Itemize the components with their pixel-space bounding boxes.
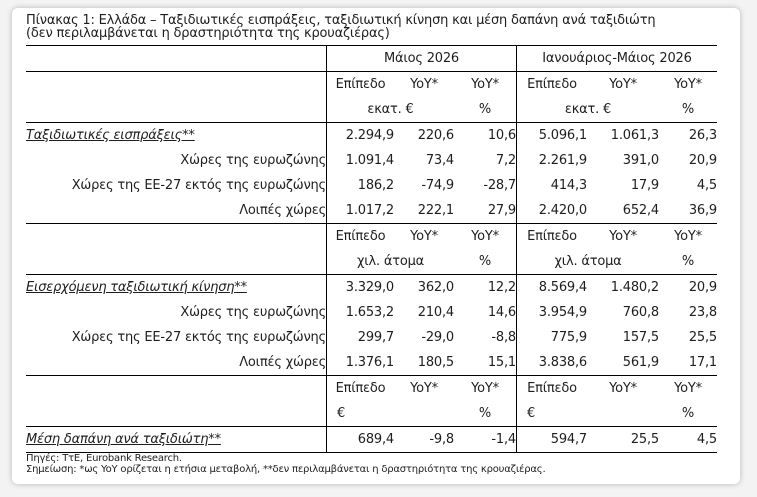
cell: 17,1 bbox=[659, 350, 717, 376]
cell: 652,4 bbox=[587, 198, 659, 224]
col-header: Επίπεδο bbox=[517, 72, 588, 98]
cell: -28,7 bbox=[483, 178, 516, 193]
cell: -29,0 bbox=[421, 330, 454, 345]
cell: 2.420,0 bbox=[517, 198, 588, 224]
cell: 73,4 bbox=[425, 153, 454, 168]
column-header-row bbox=[26, 224, 717, 250]
unit-row bbox=[26, 249, 717, 275]
cell: 760,8 bbox=[622, 305, 659, 320]
table-title bbox=[26, 14, 726, 40]
table-row bbox=[26, 300, 717, 325]
period-header-row bbox=[26, 46, 717, 72]
cell: 10,6 bbox=[487, 128, 516, 143]
cell: 17,9 bbox=[630, 178, 659, 193]
table-row bbox=[26, 198, 717, 224]
cell: 689,4 bbox=[327, 427, 395, 453]
cell: 12,2 bbox=[487, 280, 516, 295]
cell: 14,6 bbox=[487, 305, 516, 320]
unit-label: εκατ. € bbox=[517, 97, 660, 123]
cell: 391,0 bbox=[622, 153, 659, 168]
cell: 1.653,2 bbox=[327, 300, 395, 325]
cell: 25,5 bbox=[587, 427, 659, 453]
cell: 414,3 bbox=[517, 173, 588, 198]
col-header: YoY* bbox=[674, 229, 702, 244]
cell: 25,5 bbox=[688, 330, 717, 345]
cell: 15,1 bbox=[454, 350, 517, 376]
cell: -8,8 bbox=[491, 330, 516, 345]
cell: 23,8 bbox=[688, 305, 717, 320]
title-line-2: (δεν περιλαμβάνεται η δραστηριότητα της κρουαζιέρας) bbox=[26, 26, 390, 41]
col-header: Επίπεδο bbox=[327, 376, 395, 402]
col-header: Επίπεδο bbox=[327, 224, 395, 250]
cell: 180,5 bbox=[394, 350, 454, 376]
cell: 1.061,3 bbox=[610, 128, 659, 143]
col-header: Επίπεδο bbox=[327, 72, 395, 98]
unit-label: € bbox=[327, 401, 455, 427]
empty-cell bbox=[26, 224, 327, 250]
period-jan-may: Ιανουάριος-Μάιος 2026 bbox=[517, 46, 718, 72]
cell: 1.480,2 bbox=[610, 280, 659, 295]
row-label: Χώρες της ευρωζώνης bbox=[180, 305, 326, 320]
unit-label: % bbox=[659, 97, 717, 123]
row-label: Χώρες της ΕΕ-27 εκτός της ευρωζώνης bbox=[71, 178, 326, 193]
title-line-1: Πίνακας 1: Ελλάδα – Ταξιδιωτικές εισπράξεις, ταξιδιωτική κίνηση και μέση δαπάνη ανά ταξιδιώτη bbox=[26, 13, 656, 28]
cell: 3.954,9 bbox=[517, 300, 588, 325]
table-row bbox=[26, 427, 717, 453]
row-label: Χώρες της ευρωζώνης bbox=[180, 153, 326, 168]
cell: -74,9 bbox=[421, 178, 454, 193]
cell: 3.838,6 bbox=[517, 350, 588, 376]
unit-row bbox=[26, 401, 717, 427]
col-header: YoY* bbox=[609, 77, 637, 92]
cell: 220,6 bbox=[417, 128, 454, 143]
cell: -9,8 bbox=[394, 427, 454, 453]
cell: 594,7 bbox=[517, 427, 588, 453]
row-label: Χώρες της ΕΕ-27 εκτός της ευρωζώνης bbox=[71, 330, 326, 345]
unit-row bbox=[26, 97, 717, 123]
unit-label: % bbox=[659, 401, 717, 427]
cell: 1.376,1 bbox=[327, 350, 395, 376]
table-row bbox=[26, 350, 717, 376]
empty-cell bbox=[26, 376, 327, 402]
period-may: Μάιος 2026 bbox=[327, 46, 517, 72]
col-header: YoY* bbox=[471, 77, 499, 92]
empty-cell bbox=[26, 97, 327, 123]
unit-label: % bbox=[454, 97, 517, 123]
unit-label: χιλ. άτομα bbox=[327, 249, 455, 275]
cell: 299,7 bbox=[327, 325, 395, 350]
cell: 4,5 bbox=[696, 178, 717, 193]
row-label: Λοιπές χώρες bbox=[26, 350, 327, 376]
source-note: Πηγές: ΤτΕ, Eurobank Research. bbox=[26, 453, 182, 464]
cell: 2.261,9 bbox=[517, 148, 588, 173]
cell: 222,1 bbox=[394, 198, 454, 224]
col-header: YoY* bbox=[674, 77, 702, 92]
cell: 26,3 bbox=[688, 128, 717, 143]
col-header: YoY* bbox=[410, 229, 438, 244]
cell: 210,4 bbox=[417, 305, 454, 320]
empty-cell bbox=[26, 72, 327, 98]
cell: 5.096,1 bbox=[517, 123, 588, 149]
column-header-row bbox=[26, 376, 717, 402]
cell: 7,2 bbox=[495, 153, 516, 168]
unit-label: % bbox=[454, 401, 517, 427]
col-header: Επίπεδο bbox=[517, 376, 588, 402]
cell: 2.294,9 bbox=[327, 123, 395, 149]
unit-label: χιλ. άτομα bbox=[517, 249, 660, 275]
cell: 186,2 bbox=[327, 173, 395, 198]
table-row bbox=[26, 173, 717, 198]
cell: 3.329,0 bbox=[327, 275, 395, 301]
cell: 362,0 bbox=[417, 280, 454, 295]
cell: 1.091,4 bbox=[327, 148, 395, 173]
cell: 20,9 bbox=[688, 280, 717, 295]
col-header: YoY* bbox=[609, 381, 637, 396]
cell: 20,9 bbox=[688, 153, 717, 168]
empty-cell bbox=[26, 249, 327, 275]
table-card bbox=[12, 8, 740, 484]
table-row bbox=[26, 275, 717, 301]
cell: 27,9 bbox=[454, 198, 517, 224]
table-row bbox=[26, 325, 717, 350]
unit-label: % bbox=[659, 249, 717, 275]
cell: 561,9 bbox=[587, 350, 659, 376]
col-header: YoY* bbox=[410, 381, 438, 396]
col-header: Επίπεδο bbox=[517, 224, 588, 250]
table-notes bbox=[26, 453, 736, 475]
cell: 36,9 bbox=[659, 198, 717, 224]
cell: 8.569,4 bbox=[517, 275, 588, 301]
col-header: YoY* bbox=[471, 229, 499, 244]
cell: 157,5 bbox=[622, 330, 659, 345]
empty-cell bbox=[26, 46, 327, 72]
row-label: Μέση δαπάνη ανά ταξιδιώτη** bbox=[26, 427, 327, 453]
cell: 775,9 bbox=[517, 325, 588, 350]
cell: -1,4 bbox=[454, 427, 517, 453]
unit-label: εκατ. € bbox=[327, 97, 455, 123]
row-label: Ταξιδιωτικές εισπράξεις** bbox=[26, 128, 195, 143]
cell: 4,5 bbox=[659, 427, 717, 453]
empty-cell bbox=[26, 401, 327, 427]
unit-label: % bbox=[454, 249, 517, 275]
data-table bbox=[26, 45, 717, 453]
table-row bbox=[26, 148, 717, 173]
row-label: Λοιπές χώρες bbox=[26, 198, 327, 224]
table-row bbox=[26, 123, 717, 149]
column-header-row bbox=[26, 72, 717, 98]
col-header: YoY* bbox=[674, 381, 702, 396]
row-label: Εισερχόμενη ταξιδιωτική κίνηση** bbox=[26, 280, 247, 295]
footnote: Σημείωση: *ως YoY ορίζεται η ετήσια μεταβολή, **δεν περιλαμβάνεται η δραστηριότητα της κρουαζιέρας. bbox=[26, 464, 546, 475]
col-header: YoY* bbox=[410, 77, 438, 92]
col-header: YoY* bbox=[471, 381, 499, 396]
col-header: YoY* bbox=[609, 229, 637, 244]
cell: 1.017,2 bbox=[327, 198, 395, 224]
unit-label: € bbox=[517, 401, 660, 427]
